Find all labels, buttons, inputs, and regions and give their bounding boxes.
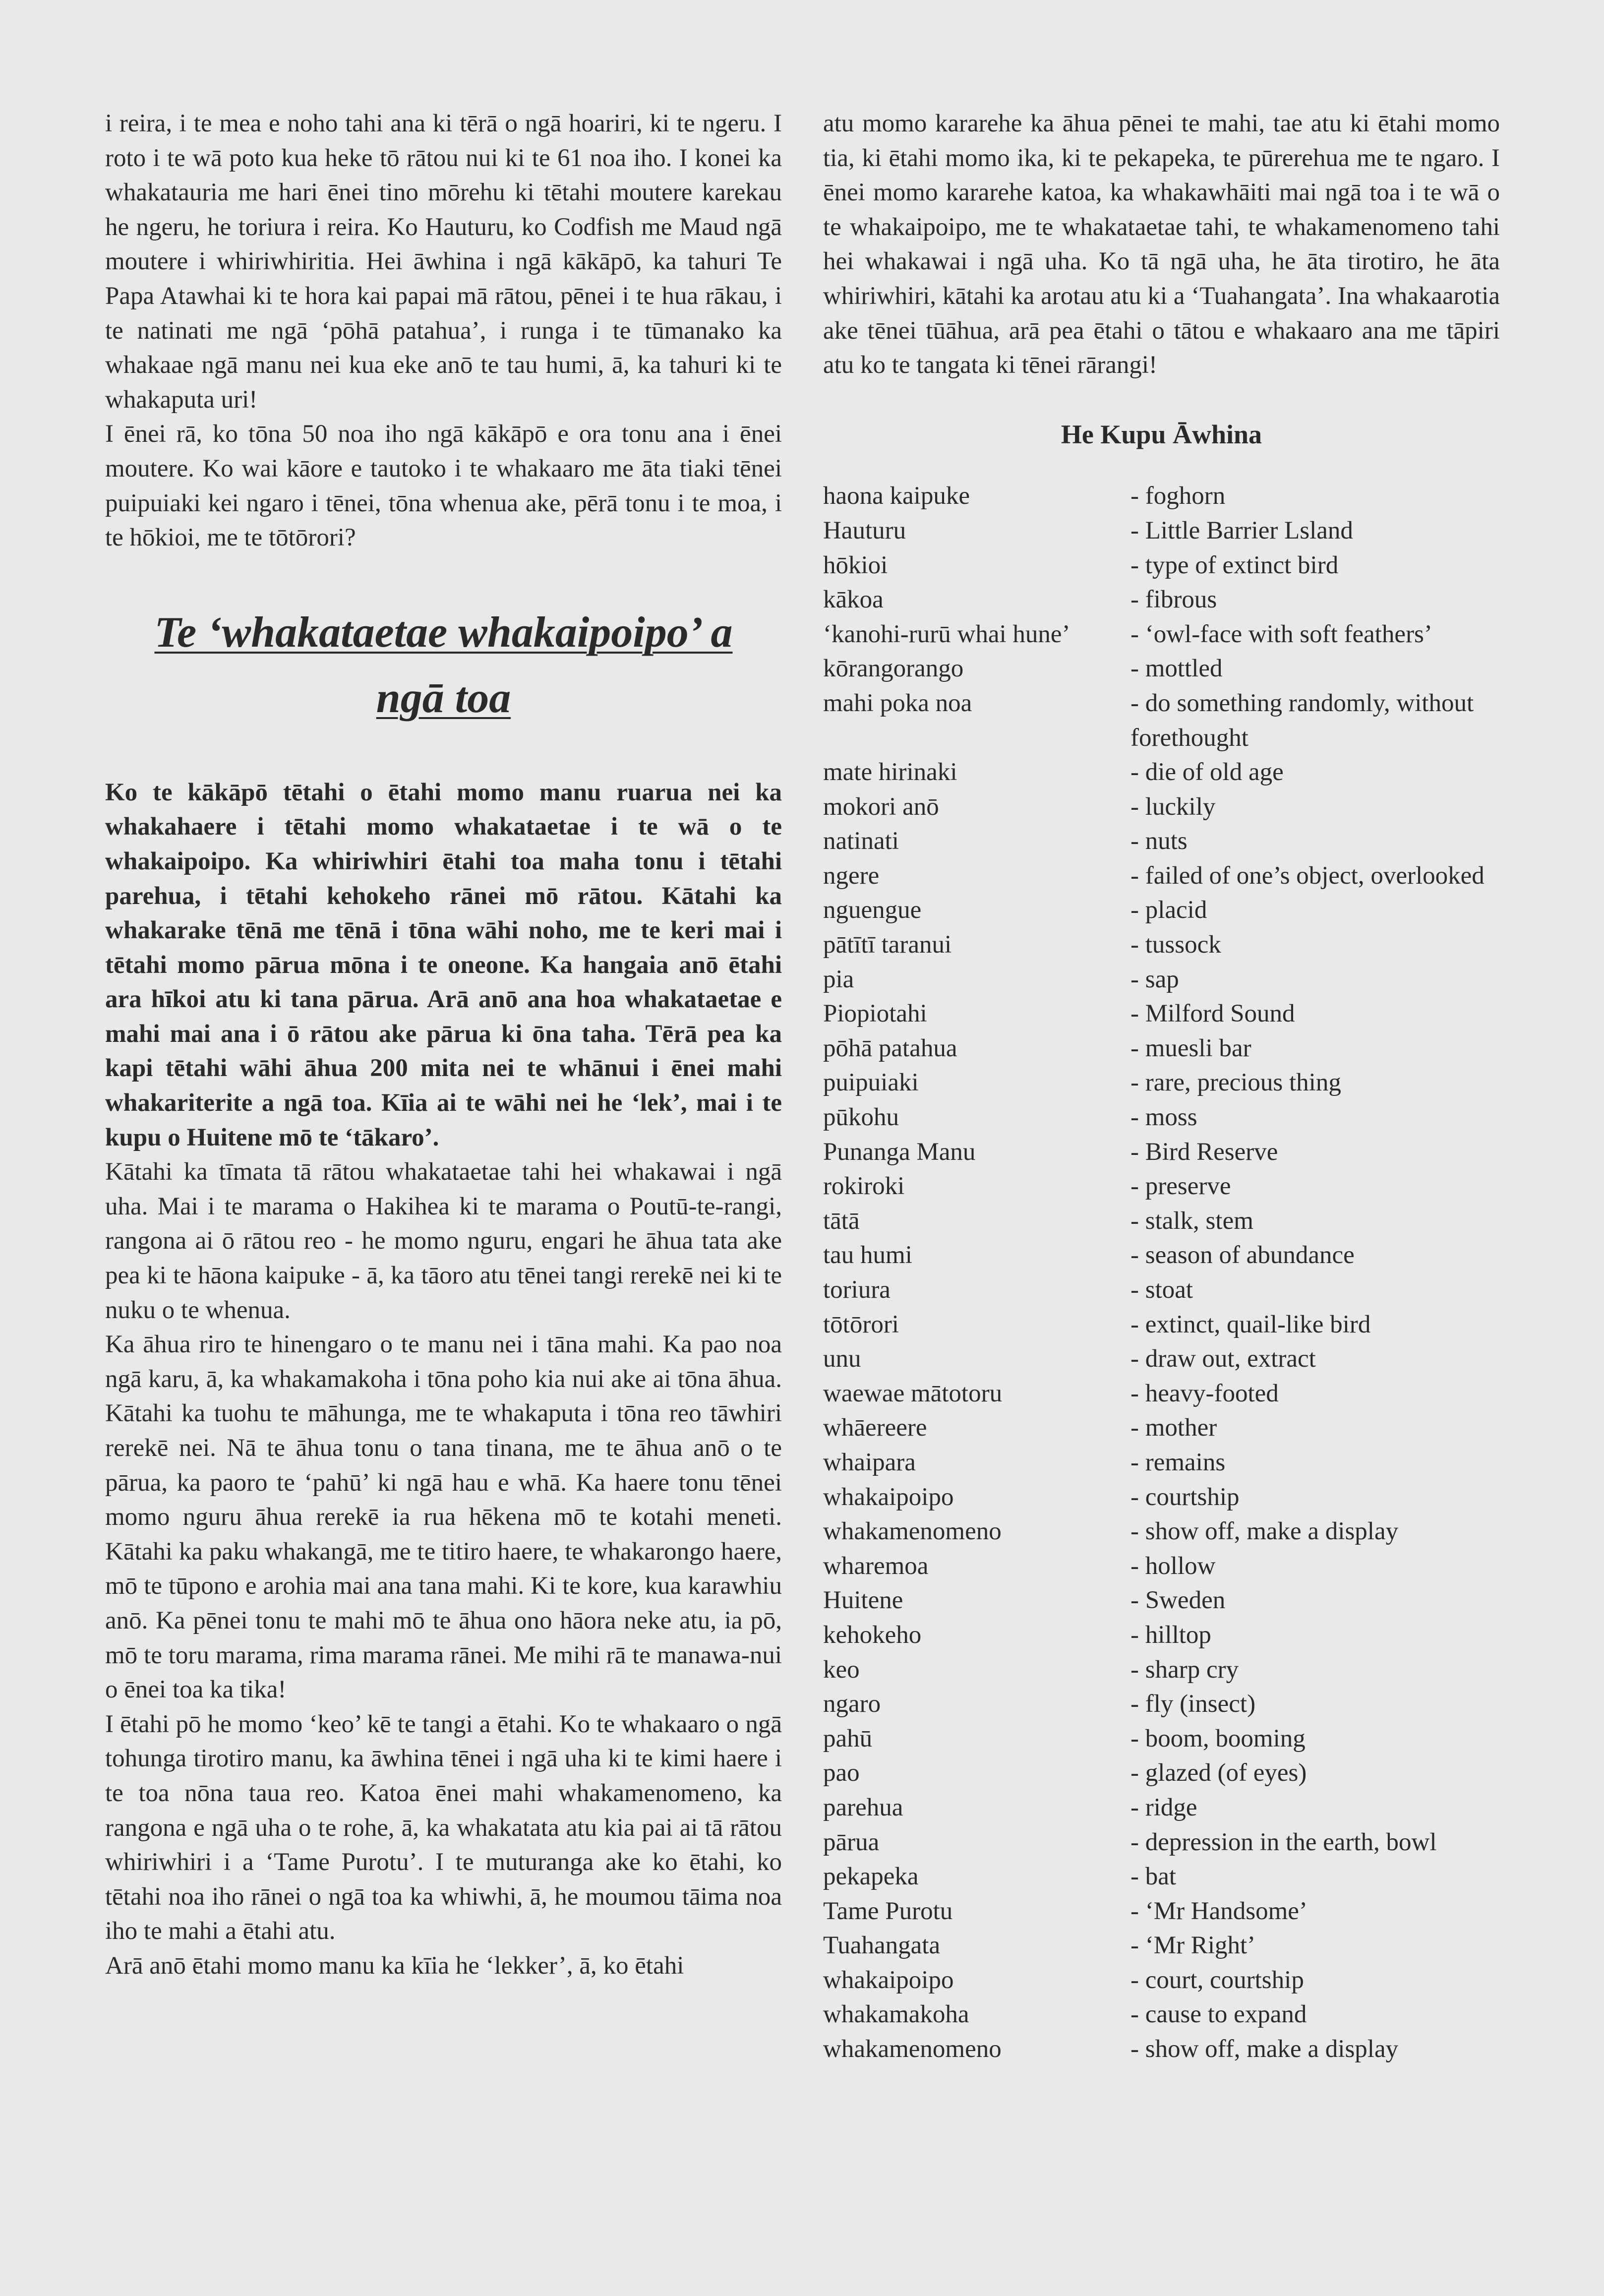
vocab-meaning: - preserve [1130,1172,1231,1201]
vocab-meaning: - placid [1130,896,1207,924]
vocab-term: nguengue [823,896,922,924]
vocab-term: hōkioi [823,551,888,579]
vocab-term: rokiroki [823,1172,905,1201]
vocab-meaning: - boom, booming [1130,1724,1306,1752]
vocab-term: wharemoa [823,1552,929,1580]
vocab-meaning: - sap [1130,965,1179,993]
vocab-row [823,1238,1500,1273]
vocab-term: whakamakoha [823,2000,969,2029]
vocab-meaning: - hollow [1130,1552,1216,1580]
vocab-meaning: - stalk, stem [1130,1207,1253,1235]
vocab-row [823,997,1500,1031]
vocab-row [823,652,1500,686]
vocab-row [823,1894,1500,1929]
vocab-term: whakaipoipo [823,1483,954,1511]
vocab-meaning: - moss [1130,1103,1197,1132]
vocab-row [823,686,1500,755]
vocab-meaning: - sharp cry [1130,1655,1239,1684]
vocab-row [823,1066,1500,1100]
vocab-meaning: - fibrous [1130,586,1217,614]
vocab-row [823,1273,1500,1308]
body-paragraph: i reira, i te mea e noho tahi ana ki tērā o ngā hoariri, ki te ngeru. I roto i te wā poto kua heke tō rātou nui ki te 61 noa iho. I konei ka whakatauria me hari ēnei tino mōrehu ki tētahi moutere karekau he ngeru, he toriura i reira. Ko Hauturu, ko Codfish me Maud ngā moutere i whiriwhiritia. Hei āwhina i ngā kākāpō, ka tahuri Te Papa Atawhai ki te hora kai papai mā rātou, pēnei i te hua rākau, i te natinati me ngā ‘pōhā patahua’, i runga i te tūmanako ka whakaae ngā manu nei kua eke anō te tau humi, ā, ka tahuri ki te whakaputa uri! [105,110,782,414]
vocab-row [823,617,1500,652]
vocab-term: whaipara [823,1448,916,1476]
vocab-meaning: - luckily [1130,792,1216,821]
vocab-meaning: - season of abundance [1130,1241,1355,1269]
vocab-row [823,1308,1500,1342]
vocab-row [823,1411,1500,1446]
vocab-meaning: - extinct, quail-like bird [1130,1310,1371,1338]
vocab-row [823,1342,1500,1377]
vocab-term: Hauturu [823,516,906,544]
vocab-meaning: - courtship [1130,1483,1240,1511]
vocab-term: mokori anō [823,792,939,821]
vocab-meaning: - court, courtship [1130,1966,1304,1994]
vocab-term: Tuahangata [823,1932,941,1960]
vocab-term: tau humi [823,1241,912,1269]
vocab-row [823,1687,1500,1722]
vocab-term: puipuiaki [823,1069,919,1097]
vocab-term: ngaro [823,1690,881,1718]
vocab-row [823,1169,1500,1204]
vocab-row [823,1031,1500,1066]
vocab-row [823,1963,1500,1998]
vocab-meaning: - muesli bar [1130,1034,1251,1062]
vocab-term: whakamenomeno [823,2035,1002,2063]
vocab-row [823,514,1500,548]
vocab-term: keo [823,1655,860,1684]
vocab-row [823,2032,1500,2067]
vocab-term: waewae mātotoru [823,1379,1003,1407]
vocab-term: pōhā patahua [823,1034,957,1062]
vocab-row [823,755,1500,790]
vocab-heading: He Kupu Āwhina [1061,419,1262,449]
vocab-term: toriura [823,1276,891,1304]
vocab-list [823,479,1500,2066]
vocab-term: whakamenomeno [823,1517,1002,1546]
vocab-term: Huitene [823,1586,903,1615]
vocab-term: mate hirinaki [823,758,957,786]
body-paragraph: I ētahi pō he momo ‘keo’ kē te tangi a ētahi. Ko te whakaaro o ngā tohunga tirotiro manu, ka āwhina tēnei i ngā uha ki te kimi haere i te toa nōna taua reo. Katoa ēnei mahi whakamenomeno, ka rangona e ngā uha o te rohe, ā, ka whakatata atu kia pai ai tā rātou whiriwhiri i a ‘Tame Purotu’. I te muturanga ake ko ētahi, ko tētahi noa iho rānei o ngā toa ka whiwhi, ā, he moumou tāima noa iho te mahi a ētahi atu. [105,1710,782,1945]
vocab-term: whāereere [823,1414,927,1442]
vocab-meaning: - Bird Reserve [1130,1138,1278,1166]
vocab-term: whakaipoipo [823,1966,954,1994]
body-paragraph: Ka āhua riro te hinengaro o te manu nei i tāna mahi. Ka pao noa ngā karu, ā, ka whakamakoha i tōna poho kia nui ake ai tōna āhua. Kātahi ka tuohu te māhunga, me te whakaputa i tōna reo tāwhiri rerekē nei. Nā te āhua tonu o tana tinana, me te āhua anō o te pārua, ka paoro te ‘pahū’ ki ngā hau e whā. Ka haere tonu tēnei momo nguru āhua rerekē ia rua hēkena mō te kotahi meneti. Kātahi ka paku whakangā, me te titiro haere, te whakarongo haere, mō te tūpono e arohia mai ana tana mahi. Ki te kore, kua karawhiu anō. Ka pēnei tonu te mahi mō te āhua ono hāora neke atu, ia pō, mō te toru marama, rima marama rānei. Me mihi rā te manawa-nui o ēnei toa ka tika! [105,1330,782,1704]
vocab-term: kōrangorango [823,655,964,683]
vocab-meaning: - show off, make a display [1130,1517,1399,1546]
vocab-term: Piopiotahi [823,1000,927,1028]
vocab-term: kākoa [823,586,884,614]
vocab-meaning: - cause to expand [1130,2000,1307,2029]
vocab-term: pahū [823,1724,873,1752]
continuation-paragraph: atu momo kararehe ka āhua pēnei te mahi, tae atu ki ētahi momo tia, ki ētahi momo ika, ki te pekapeka, te pūrerehua me te ngaro. I ēnei momo kararehe katoa, ka whakawhāiti mai ngā toa i te wā o te whakaipoipo, me te whakataetae tahi, te whakamenomeno tahi hei whakawai i ngā uha. Ko tā ngā uha, he āta tirotiro, he āta whiriwhiri, kātahi ka arotau atu ki a ‘Tuahangata’. Ina whakaarotia ake tēnei tūāhua, arā pea ētahi o tātou e whakaaro ana me tāpiri atu ko te tangata ki tēnei rārangi! [823,110,1500,379]
vocab-meaning: - ‘Mr Handsome’ [1130,1897,1307,1925]
vocab-row [823,1446,1500,1480]
vocab-row [823,1860,1500,1894]
vocab-term: natinati [823,827,899,855]
right-column [823,107,1500,2067]
vocab-meaning: - hilltop [1130,1621,1211,1649]
vocab-row [823,824,1500,859]
vocab-meaning: - show off, make a display [1130,2035,1399,2063]
vocab-row [823,1583,1500,1618]
vocab-row [823,583,1500,617]
vocab-row [823,1653,1500,1688]
vocab-row [823,1480,1500,1515]
vocab-row [823,928,1500,963]
vocab-row [823,1791,1500,1825]
vocab-meaning: - do something randomly, without forethought [1130,689,1474,752]
vocab-term: tōtōrori [823,1310,899,1338]
vocab-term: unu [823,1345,861,1373]
body-paragraph: Arā anō ētahi momo manu ka kīia he ‘lekker’, ā, ko ētahi [105,1951,684,1980]
vocab-term: pekapeka [823,1863,919,1891]
story-title: Te ‘whakataetae whakaipoipo’ a ngā toa [154,608,733,722]
vocab-meaning: - die of old age [1130,758,1284,786]
vocab-meaning: - nuts [1130,827,1188,855]
vocab-meaning: - depression in the earth, bowl [1130,1828,1437,1856]
body-paragraph: I ēnei rā, ko tōna 50 noa iho ngā kākāpō e ora tonu ana i ēnei moutere. Ko wai kāore e tautoko i te whakaaro me āta tiaki tēnei puipuiaki kei ngaro i tēnei, tōna whenua ake, pērā tonu i te moa, i te hōkioi, me te tōtōrori? [105,420,782,552]
vocab-term: tātā [823,1207,860,1235]
body-paragraph: Kātahi ka tīmata tā rātou whakataetae tahi hei whakawai i ngā uha. Mai i te marama o Hakihea ki te marama o Poutū-te-rangi, rangona ai ō rātou reo - he momo nguru, engari he āhua tata ake pea ki te hāona kaipuke - ā, ka tāoro atu tēnei tangi rerekē nei ki te nuku o te whenua. [105,1158,782,1324]
vocab-row [823,963,1500,997]
vocab-row [823,1100,1500,1135]
vocab-meaning: - ‘Mr Right’ [1130,1932,1256,1960]
vocab-row [823,1377,1500,1411]
vocab-row [823,1204,1500,1239]
vocab-meaning: - heavy-footed [1130,1379,1279,1407]
vocab-row [823,790,1500,825]
intro-paragraph: Ko te kākāpō tētahi o ētahi momo manu ruarua nei ka whakahaere i tētahi momo whakataetae i te wā o te whakaipoipo. Ka whiriwhiri ētahi toa maha tonu i tētahi parehua, i tētahi kehokeho rānei mō rātou. Kātahi ka whakarake tēnā me tēnā i tōna wāhi noho, me te keri mai i tētahi momo pārua mōna i te oneone. Ka hangaia anō ētahi ara hīkoi atu ki tana pārua. Arā anō ana hoa whakataetae e mahi mai ana i ō rātou ake pārua ki ōna taha. Tērā pea ka kapi tētahi wāhi āhua 200 mita nei te whānui i ēnei mahi whakariterite a ngā toa. Kīia ai te wāhi nei he ‘lek’, mai i te kupu o Huitene mō te ‘tākaro’. [105,778,782,1151]
left-column [105,107,782,1984]
vocab-row [823,1549,1500,1584]
vocab-term: pao [823,1759,860,1787]
vocab-row [823,1825,1500,1860]
vocab-meaning: - Milford Sound [1130,1000,1295,1028]
vocab-term: ngere [823,861,880,890]
vocab-term: haona kaipuke [823,482,970,510]
vocab-meaning: - glazed (of eyes) [1130,1759,1307,1787]
vocab-term: Punanga Manu [823,1138,976,1166]
vocab-term: pia [823,965,854,993]
vocab-row [823,1756,1500,1791]
vocab-meaning: - tussock [1130,931,1221,959]
vocab-term: parehua [823,1793,903,1821]
vocab-meaning: - fly (insect) [1130,1690,1256,1718]
vocab-row [823,1929,1500,1963]
vocab-term: pūkohu [823,1103,899,1132]
vocab-meaning: - bat [1130,1863,1177,1891]
vocab-row [823,1618,1500,1653]
vocab-row [823,1514,1500,1549]
vocab-row [823,893,1500,928]
vocab-term: ‘kanohi-rurū whai hune’ [823,620,1070,648]
vocab-meaning: - Little Barrier Lsland [1130,516,1353,544]
vocab-row [823,859,1500,894]
vocab-term: mahi poka noa [823,689,972,717]
vocab-meaning: - type of extinct bird [1130,551,1339,579]
vocab-meaning: - ridge [1130,1793,1197,1821]
vocab-meaning: - foghorn [1130,482,1226,510]
vocab-meaning: - stoat [1130,1276,1193,1304]
vocab-meaning: - rare, precious thing [1130,1069,1341,1097]
vocab-row [823,1722,1500,1756]
vocab-row [823,1997,1500,2032]
vocab-term: Tame Purotu [823,1897,953,1925]
vocab-meaning: - remains [1130,1448,1226,1476]
vocab-row [823,548,1500,583]
vocab-meaning: - mottled [1130,655,1223,683]
vocab-row [823,479,1500,514]
vocab-meaning: - draw out, extract [1130,1345,1316,1373]
vocab-term: kehokeho [823,1621,922,1649]
vocab-term: pārua [823,1828,880,1856]
vocab-meaning: - mother [1130,1414,1217,1442]
vocab-row [823,1135,1500,1170]
vocab-meaning: - ‘owl-face with soft feathers’ [1130,620,1432,648]
vocab-meaning: - Sweden [1130,1586,1226,1615]
vocab-meaning: - failed of one’s object, overlooked [1130,861,1485,890]
vocab-term: pātītī taranui [823,931,952,959]
